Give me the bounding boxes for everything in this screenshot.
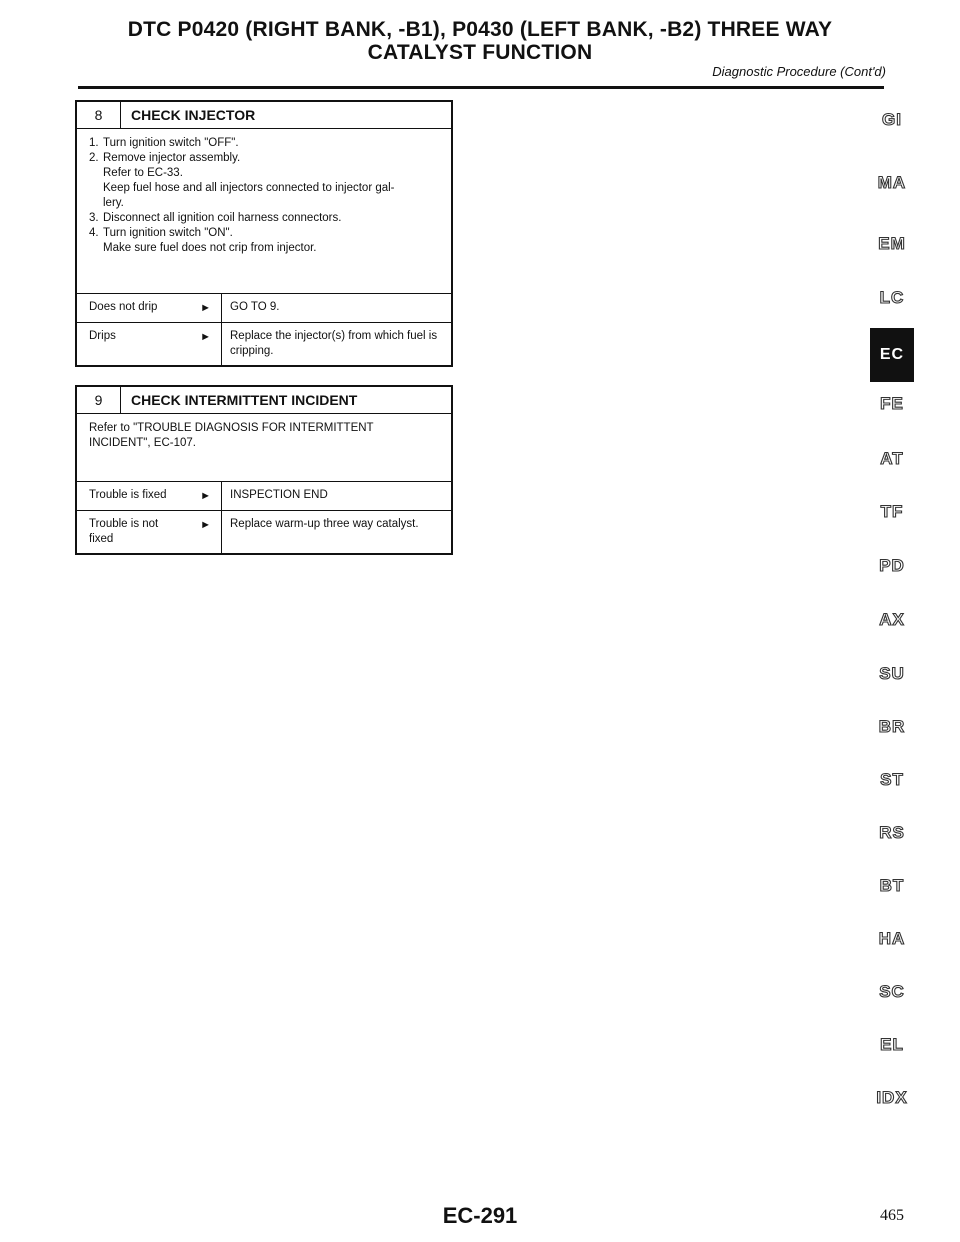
result-row xyxy=(77,482,451,511)
tab-tf[interactable]: TF xyxy=(880,502,904,521)
instruction-subtext: Refer to EC-33. xyxy=(103,167,183,179)
tab-idx[interactable]: IDX xyxy=(876,1088,908,1107)
result-action: INSPECTION END xyxy=(230,489,328,501)
tab-ax[interactable]: AX xyxy=(879,610,905,629)
tab-lc[interactable]: LC xyxy=(879,288,905,307)
result-condition: Does not drip ► xyxy=(77,294,222,322)
tab-br[interactable]: BR xyxy=(878,717,906,736)
tab-ha[interactable]: HA xyxy=(878,929,906,948)
step-8-instructions xyxy=(77,129,451,294)
page-title-line1: DTC P0420 (RIGHT BANK, -B1), P0430 (LEFT BANK, -B2) THREE WAY xyxy=(127,18,833,41)
step-8-title: CHECK INJECTOR xyxy=(131,107,256,123)
result-condition: Trouble is fixed ► xyxy=(77,482,222,510)
step-9-number: 9 xyxy=(77,387,121,413)
step-9-instructions xyxy=(77,414,451,482)
arrow-right-icon: ► xyxy=(200,302,211,314)
tab-st[interactable]: ST xyxy=(880,770,904,789)
result-row xyxy=(77,323,451,365)
result-row xyxy=(77,294,451,323)
page-title-line2: CATALYST FUNCTION xyxy=(367,41,593,64)
instruction-item: 2. Remove injector assembly. xyxy=(89,152,241,164)
tab-rs[interactable]: RS xyxy=(879,823,905,842)
tab-gi[interactable]: GI xyxy=(882,110,902,129)
tab-em[interactable]: EM xyxy=(878,234,906,253)
instruction-item: 1. Turn ignition switch "OFF". xyxy=(89,137,239,149)
instruction-subtext: Keep fuel hose and all injectors connected to injector gal- xyxy=(103,182,395,194)
instruction-item: 4. Turn ignition switch "ON". xyxy=(89,227,233,239)
instruction-text: Refer to "TROUBLE DIAGNOSIS FOR INTERMITTENT INCIDENT", EC-107. xyxy=(89,422,374,449)
header-divider xyxy=(78,86,884,89)
tab-at[interactable]: AT xyxy=(880,449,904,468)
section-page-code: EC-291 xyxy=(442,1203,518,1228)
tab-ec[interactable]: EC xyxy=(870,328,914,382)
arrow-right-icon: ► xyxy=(200,519,211,531)
tab-su[interactable]: SU xyxy=(879,664,905,683)
step-9-header xyxy=(77,387,451,414)
section-subtitle: Diagnostic Procedure (Cont'd) xyxy=(712,64,886,79)
tab-sc[interactable]: SC xyxy=(879,982,905,1001)
result-condition: Drips ► xyxy=(77,323,222,365)
tab-bt[interactable]: BT xyxy=(879,876,905,895)
result-action: Replace the injector(s) from which fuel is cripping. xyxy=(230,330,438,357)
tab-ma[interactable]: MA xyxy=(877,173,907,192)
tab-el[interactable]: EL xyxy=(880,1035,904,1054)
instruction-subtext: Make sure fuel does not crip from injector. xyxy=(103,242,317,254)
instruction-subtext: lery. xyxy=(103,197,124,209)
page-number: 465 xyxy=(880,1207,904,1224)
instruction-item: 3. Disconnect all ignition coil harness connectors. xyxy=(89,212,342,224)
tab-pd[interactable]: PD xyxy=(879,556,905,575)
step-8-box xyxy=(75,100,453,367)
step-9-title: CHECK INTERMITTENT INCIDENT xyxy=(131,392,358,408)
arrow-right-icon: ► xyxy=(200,490,211,502)
step-8-header xyxy=(77,102,451,129)
result-row xyxy=(77,511,451,553)
step-8-number: 8 xyxy=(77,102,121,128)
step-9-box xyxy=(75,385,453,555)
result-action: GO TO 9. xyxy=(230,301,280,313)
arrow-right-icon: ► xyxy=(200,331,211,343)
result-condition: Trouble is not fixed ► xyxy=(77,511,222,553)
page-title xyxy=(60,18,900,64)
tab-fe[interactable]: FE xyxy=(880,394,904,413)
result-action: Replace warm-up three way catalyst. xyxy=(230,518,419,530)
